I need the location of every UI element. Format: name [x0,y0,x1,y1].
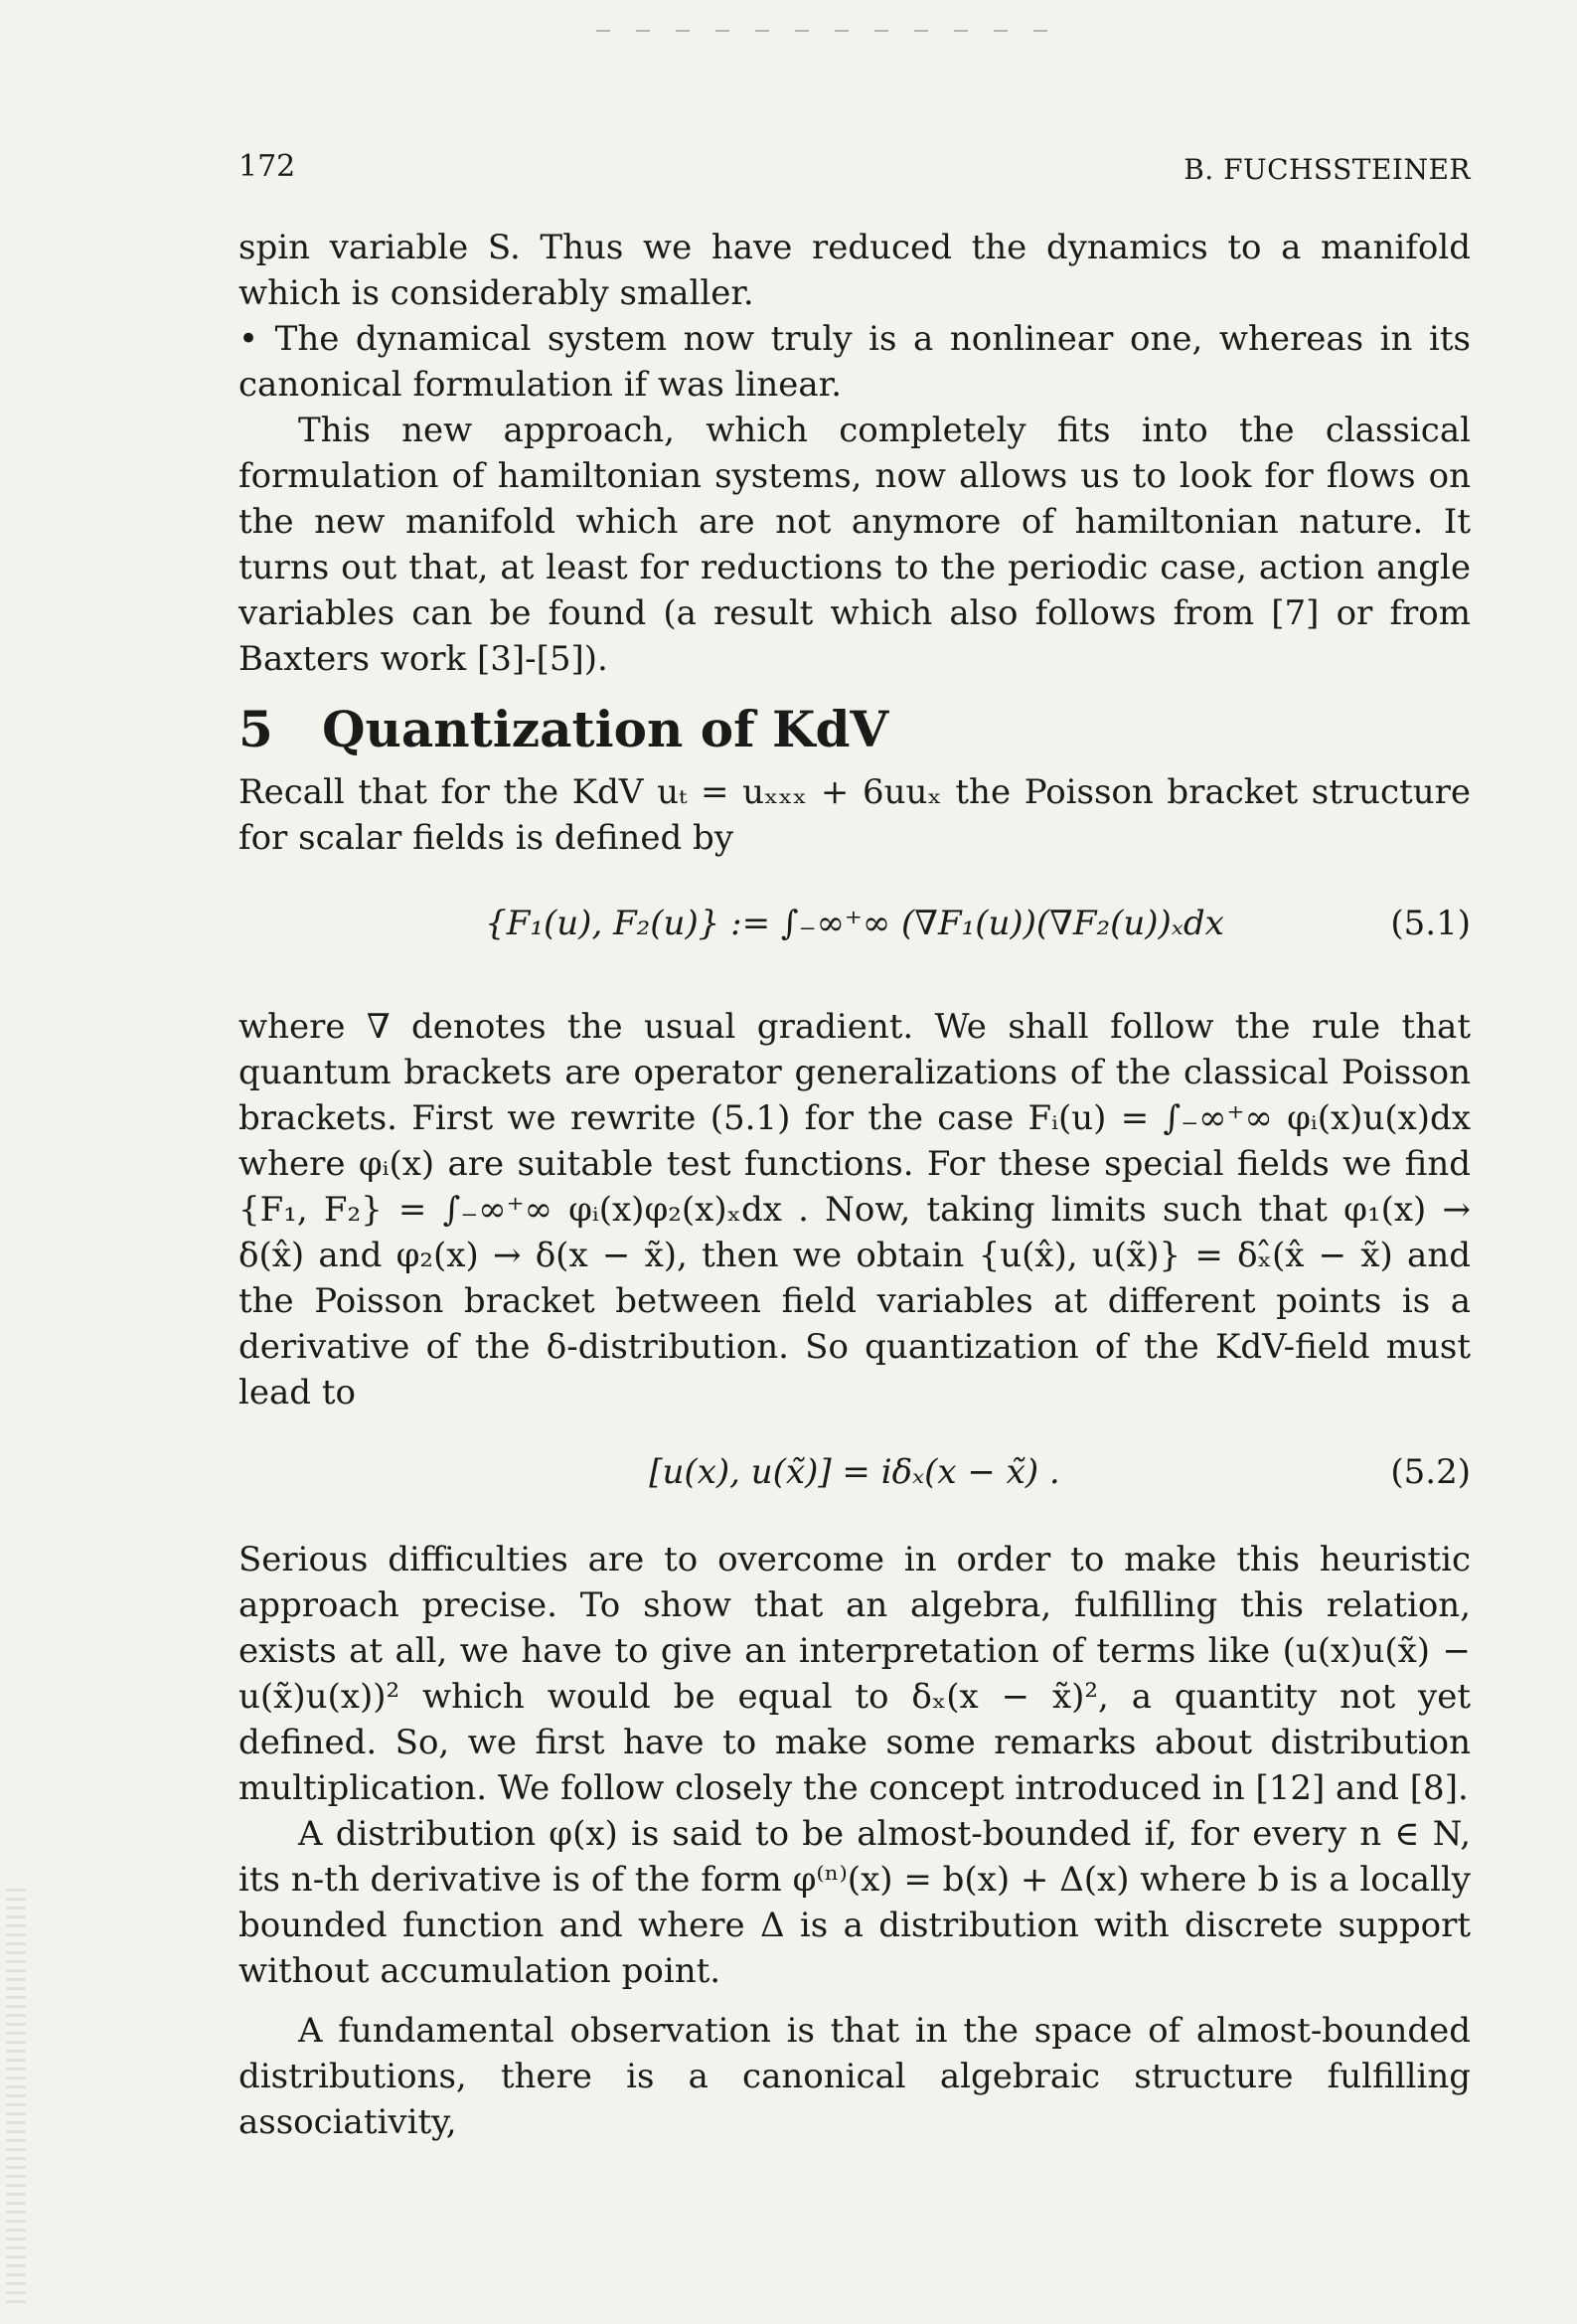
paragraph: A distribution φ(x) is said to be almost-bounded if, for every n ∈ N, its n-th derivative is of the form φ⁽ⁿ⁾(x) = b(x) + Δ(x) where b is a locally bounded function and where Δ is a distribution with discrete support without accumulation point. [238,1814,1471,1991]
page-body [238,225,1471,2145]
section-title: Quantization of KdV [322,700,889,758]
paragraph: where ∇ denotes the usual gradient. We shall follow the rule that quantum brackets are operator generalizations of the classical Poisson brackets. First we rewrite (5.1) for the case Fᵢ(u) = ∫₋∞⁺∞ φᵢ(x)u(x)dx where φᵢ(x) are suitable test functions. For these special fields we find {F₁, F₂} = ∫₋∞⁺∞ φᵢ(x)φ₂(x)ₓdx . Now, taking limits such that φ₁(x) → δ(x̂) and φ₂(x) → δ(x − x̃), then we obtain {u(x̂), u(x̃)} = δₓ̂(x̂ − x̃) and the Poisson bracket between field variables at different points is a derivative of the δ-distribution. So quantization of the KdV-field must lead to [238,1007,1471,1412]
equation-5-1 [238,887,1471,978]
equation-number: (5.1) [1390,904,1471,943]
paragraph: Recall that for the KdV uₜ = uₓₓₓ + 6uuₓ the Poisson bracket structure for scalar fields is defined by [238,772,1471,858]
bullet-paragraph: • The dynamical system now truly is a nonlinear one, whereas in its canonical formulation if was linear. [238,316,1471,408]
equation-5-2 [238,1441,1471,1511]
paragraph: Serious difficulties are to overcome in order to make this heuristic approach precise. To show that an algebra, fulfilling this relation, exists at all, we have to give an interpretation of terms like (u(x)u(x̃) − u(x̃)u(x))² which would be equal to δₓ(x − x̃)², a quantity not yet defined. So, we first have to make some remarks about distribution multiplication. We follow closely the concept introduced in [12] and [8]. [238,1540,1471,1808]
section-number: 5 [238,700,273,758]
scan-edge-artifact [6,1889,26,2306]
running-head: B. FUCHSSTEINER [1183,153,1471,186]
scan-artifact [596,30,1053,32]
paragraph: spin variable S. Thus we have reduced the dynamics to a manifold which is considerably smaller. [238,228,1471,313]
equation-body: [u(x), u(x̃)] = iδₓ(x − x̃) . [649,1452,1060,1492]
page-number: 172 [238,149,296,184]
paragraph: A fundamental observation is that in the space of almost-bounded distributions, there is a canonical algebraic structure fulfilling associativity, [238,2011,1471,2142]
section-heading [238,700,1471,759]
equation-body: {F₁(u), F₂(u)} := ∫₋∞⁺∞ (∇F₁(u))(∇F₂(u))ₓdx [485,904,1224,943]
equation-number: (5.2) [1390,1452,1471,1492]
paragraph: This new approach, which completely fits into the classical formulation of hamiltonian systems, now allows us to look for flows on the new manifold which are not anymore of hamiltonian nature. It turns out that, at least for reductions to the periodic case, action angle variables can be found (a result which also follows from [7] or from Baxters work [3]-[5]). [238,411,1471,679]
page-header [238,149,1471,199]
